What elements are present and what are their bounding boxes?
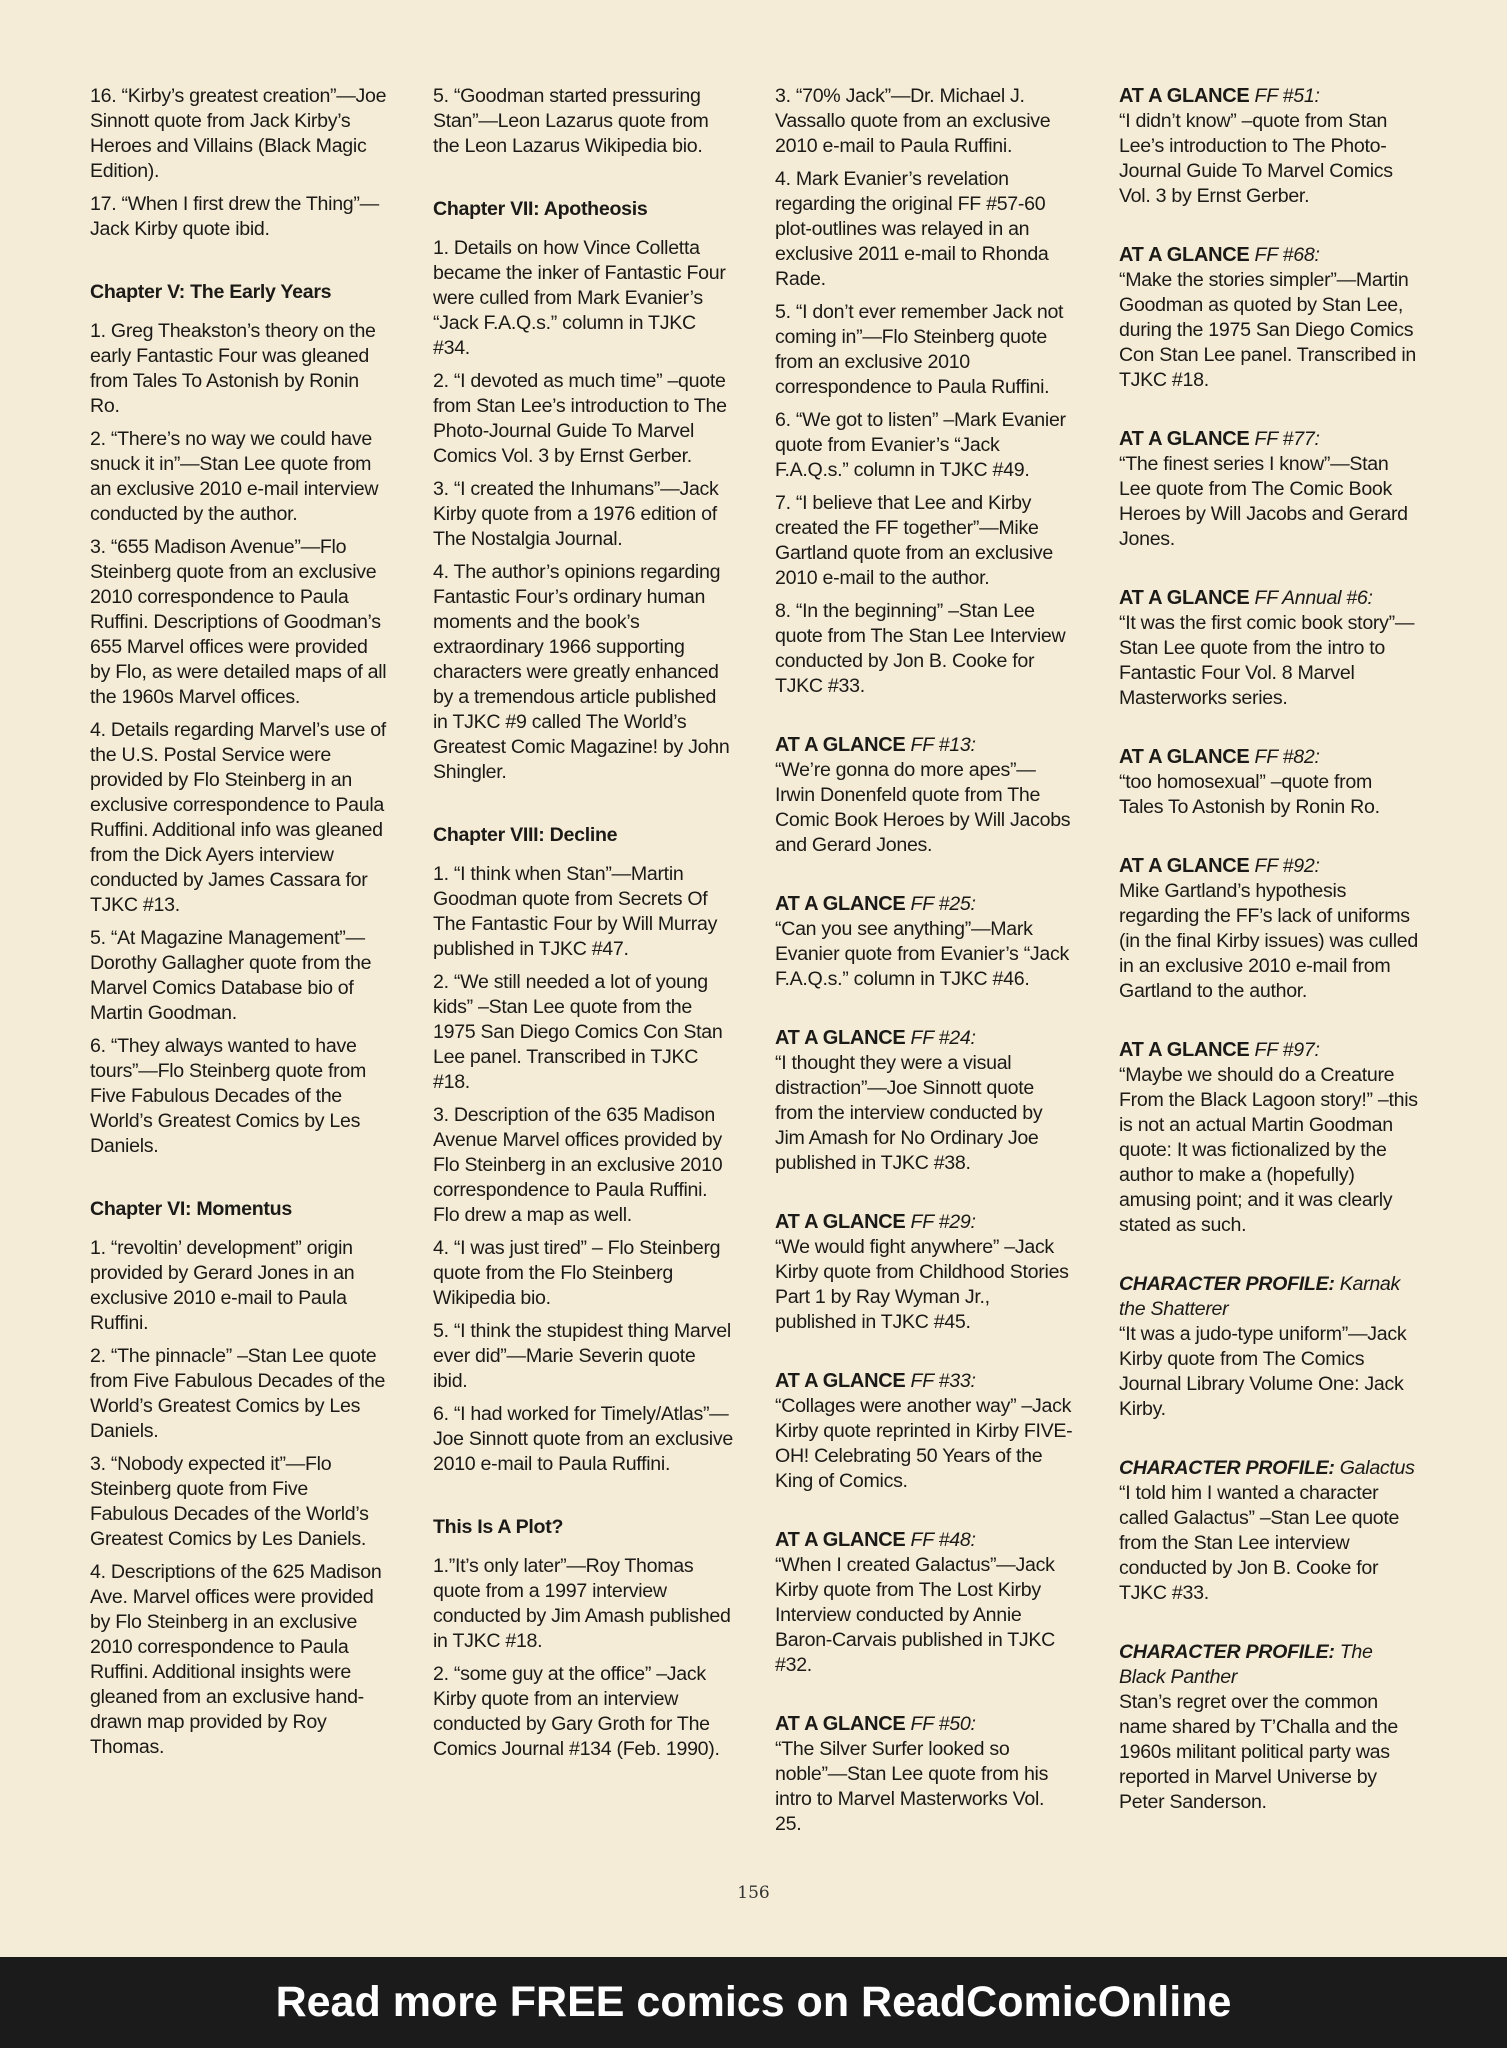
column-4 bbox=[1119, 84, 1419, 1815]
note-label: AT A GLANCE bbox=[775, 1211, 906, 1233]
note-entry: 1. Greg Theakston’s theory on the early Fantastic Four was gleaned from Tales To Astonish by Ronin Ro. bbox=[90, 320, 376, 417]
at-a-glance-note bbox=[1119, 84, 1419, 209]
note-label: AT A GLANCE bbox=[1119, 855, 1250, 877]
note-tag: FF #68: bbox=[1249, 244, 1320, 266]
chapter-heading: Chapter VIII: Decline bbox=[433, 824, 618, 846]
note-label: AT A GLANCE bbox=[775, 734, 906, 756]
note-label: AT A GLANCE bbox=[1119, 428, 1250, 450]
note-entry: 5. “Goodman started pressuring Stan”—Leon Lazarus quote from the Leon Lazarus Wikipedia bio. bbox=[433, 85, 709, 157]
note-entry: 3. “655 Madison Avenue”—Flo Steinberg quote from an exclusive 2010 correspondence to Paula Ruffini. Descriptions of Goodman’s 655 Marvel offices were provided by Flo, as were detailed maps of all the 1960s Marvel offices. bbox=[90, 536, 387, 708]
note-entry: 5. “At Magazine Management”—Dorothy Gallagher quote from the Marvel Comics Database bio of Martin Goodman. bbox=[90, 927, 372, 1024]
chapter-heading: Chapter V: The Early Years bbox=[90, 281, 332, 303]
column-2 bbox=[433, 84, 733, 1770]
note-label: CHARACTER PROFILE: bbox=[1119, 1641, 1335, 1663]
note-entry: 7. “I believe that Lee and Kirby created the FF together”—Mike Gartland quote from an exclusive 2010 e-mail to the author. bbox=[775, 492, 1053, 589]
note-entry: 3. “Nobody expected it”—Flo Steinberg quote from Five Fabulous Decades of the World’s Greatest Comics by Les Daniels. bbox=[90, 1453, 369, 1550]
at-a-glance-note bbox=[775, 1210, 1075, 1335]
note-entry: 1.”It’s only later”—Roy Thomas quote from a 1997 interview conducted by Jim Amash published in TJKC #18. bbox=[433, 1555, 731, 1652]
chapter-heading: Chapter VII: Apotheosis bbox=[433, 198, 648, 220]
note-entry: 1. Details on how Vince Colletta became the inker of Fantastic Four were culled from Mark Evanier’s “Jack F.A.Q.s.” column in TJKC #34. bbox=[433, 237, 726, 359]
note-tag: FF #82: bbox=[1249, 746, 1320, 768]
note-entry: 4. Mark Evanier’s revelation regarding the original FF #57-60 plot-outlines was relayed in an exclusive 2011 e-mail to Rhonda Rade. bbox=[775, 168, 1049, 290]
note-entry: 4. Descriptions of the 625 Madison Ave. Marvel offices were provided by Flo Steinberg in an exclusive 2010 correspondence to Paula Ruffini. Additional insights were gleaned from an exclusive hand-drawn map provided by Roy Thomas. bbox=[90, 1561, 382, 1758]
note-tag: Galactus bbox=[1334, 1457, 1415, 1479]
note-text: “It was the first comic book story”—Stan Lee quote from the intro to Fantastic Four Vol. 8 Marvel Masterworks series. bbox=[1119, 612, 1415, 709]
note-tag: FF #97: bbox=[1249, 1039, 1320, 1061]
note-text: “We would fight anywhere” –Jack Kirby quote from Childhood Stories Part 1 by Ray Wyman Jr., published in TJKC #45. bbox=[775, 1236, 1069, 1333]
note-text: “We’re gonna do more apes”—Irwin Donenfeld quote from The Comic Book Heroes by Will Jacobs and Gerard Jones. bbox=[775, 759, 1071, 856]
at-a-glance-note bbox=[775, 1369, 1075, 1494]
note-tag: FF #29: bbox=[905, 1211, 976, 1233]
note-label: AT A GLANCE bbox=[1119, 244, 1250, 266]
character-profile-note bbox=[1119, 1640, 1419, 1815]
promo-banner: Read more FREE comics on ReadComicOnline bbox=[0, 1957, 1507, 2048]
note-entry: 5. “I don’t ever remember Jack not coming in”—Flo Steinberg quote from an exclusive 2010 correspondence to Paula Ruffini. bbox=[775, 301, 1064, 398]
note-tag: FF #51: bbox=[1249, 85, 1320, 107]
note-entry: 2. “some guy at the office” –Jack Kirby quote from an interview conducted by Gary Groth for The Comics Journal #134 (Feb. 1990). bbox=[433, 1663, 720, 1760]
note-label: AT A GLANCE bbox=[775, 1713, 906, 1735]
note-entry: 6. “They always wanted to have tours”—Flo Steinberg quote from Five Fabulous Decades of the World’s Greatest Comics by Les Daniels. bbox=[90, 1035, 367, 1157]
column-1 bbox=[90, 84, 390, 1768]
note-entry: 3. “I created the Inhumans”—Jack Kirby quote from a 1976 edition of The Nostalgia Journal. bbox=[433, 478, 719, 550]
note-entry: 16. “Kirby’s greatest creation”—Joe Sinnott quote from Jack Kirby’s Heroes and Villains (Black Magic Edition). bbox=[90, 85, 387, 182]
note-text: “Can you see anything”—Mark Evanier quote from Evanier’s “Jack F.A.Q.s.” column in TJKC #46. bbox=[775, 918, 1070, 990]
note-text: “I told him I wanted a character called Galactus” –Stan Lee quote from the Stan Lee interview conducted by Jon B. Cooke for TJKC #33. bbox=[1119, 1482, 1400, 1604]
note-entry: 2. “We still needed a lot of young kids” –Stan Lee quote from the 1975 San Diego Comics Con Stan Lee panel. Transcribed in TJKC #18. bbox=[433, 971, 723, 1093]
note-label: CHARACTER PROFILE: bbox=[1119, 1457, 1335, 1479]
page-number: 156 bbox=[737, 1883, 770, 1903]
note-entry: 2. “The pinnacle” –Stan Lee quote from Five Fabulous Decades of the World’s Greatest Comics by Les Daniels. bbox=[90, 1345, 386, 1442]
character-profile-note bbox=[1119, 1272, 1419, 1422]
note-entry: 3. Description of the 635 Madison Avenue Marvel offices provided by Flo Steinberg in an exclusive 2010 correspondence to Paula Ruffini. Flo drew a map as well. bbox=[433, 1104, 723, 1226]
note-label: AT A GLANCE bbox=[1119, 85, 1250, 107]
note-text: “Collages were another way” –Jack Kirby quote reprinted in Kirby FIVE-OH! Celebrating 50 Years of the King of Comics. bbox=[775, 1395, 1073, 1492]
note-entry: 4. The author’s opinions regarding Fantastic Four’s ordinary human moments and the book’s extraordinary 1966 supporting characters were greatly enhanced by a tremendous article published in TJKC #9 called The World’s Greatest Comic Magazine! by John Shingler. bbox=[433, 561, 730, 783]
note-entry: 3. “70% Jack”—Dr. Michael J. Vassallo quote from an exclusive 2010 e-mail to Paula Ruffini. bbox=[775, 85, 1051, 157]
note-tag: FF Annual #6: bbox=[1249, 587, 1373, 609]
note-tag: FF #13: bbox=[905, 734, 976, 756]
character-profile-note bbox=[1119, 1456, 1419, 1606]
note-tag: FF #77: bbox=[1249, 428, 1320, 450]
note-tag: FF #33: bbox=[905, 1370, 976, 1392]
note-label: AT A GLANCE bbox=[775, 1529, 906, 1551]
note-text: “I didn’t know” –quote from Stan Lee’s introduction to The Photo-Journal Guide To Marvel Comics Vol. 3 by Ernst Gerber. bbox=[1119, 110, 1393, 207]
note-label: AT A GLANCE bbox=[1119, 1039, 1250, 1061]
note-entry: 6. “I had worked for Timely/Atlas”—Joe Sinnott quote from an exclusive 2010 e-mail to Paula Ruffini. bbox=[433, 1403, 733, 1475]
at-a-glance-note bbox=[775, 1528, 1075, 1678]
note-label: CHARACTER PROFILE: bbox=[1119, 1273, 1335, 1295]
note-text: Stan’s regret over the common name shared by T’Challa and the 1960s militant political party was reported in Marvel Universe by Peter Sanderson. bbox=[1119, 1691, 1398, 1813]
at-a-glance-note bbox=[775, 892, 1075, 992]
note-text: “Make the stories simpler”—Martin Goodman as quoted by Stan Lee, during the 1975 San Diego Comics Con Stan Lee panel. Transcribed in TJKC #18. bbox=[1119, 269, 1416, 391]
note-text: “It was a judo-type uniform”—Jack Kirby quote from The Comics Journal Library Volume One: Jack Kirby. bbox=[1119, 1323, 1407, 1420]
note-label: AT A GLANCE bbox=[1119, 746, 1250, 768]
note-tag: FF #25: bbox=[905, 893, 976, 915]
note-tag: Karnak the Shatterer bbox=[1119, 1273, 1401, 1320]
note-tag: FF #48: bbox=[905, 1529, 976, 1551]
note-text: “Maybe we should do a Creature From the Black Lagoon story!” –this is not an actual Martin Goodman quote: It was fictionalized by the author to make a (hopefully) amusing point; and it was clearly stated as such. bbox=[1119, 1064, 1418, 1236]
chapter-heading: This Is A Plot? bbox=[433, 1516, 564, 1538]
note-entry: 4. “I was just tired” – Flo Steinberg quote from the Flo Steinberg Wikipedia bio. bbox=[433, 1237, 721, 1309]
note-text: Mike Gartland’s hypothesis regarding the FF’s lack of uniforms (in the final Kirby issues) was culled in an exclusive 2010 e-mail from Gartland to the author. bbox=[1119, 880, 1418, 1002]
note-label: AT A GLANCE bbox=[775, 1370, 906, 1392]
at-a-glance-note bbox=[775, 1712, 1075, 1837]
note-text: “I thought they were a visual distraction”—Joe Sinnott quote from the interview conducted by Jim Amash for No Ordinary Joe published in TJKC #38. bbox=[775, 1052, 1043, 1174]
at-a-glance-note bbox=[1119, 427, 1419, 552]
note-entry: 5. “I think the stupidest thing Marvel ever did”—Marie Severin quote ibid. bbox=[433, 1320, 731, 1392]
at-a-glance-note bbox=[775, 1026, 1075, 1176]
at-a-glance-note bbox=[1119, 854, 1419, 1004]
note-label: AT A GLANCE bbox=[775, 893, 906, 915]
at-a-glance-note bbox=[1119, 745, 1419, 820]
at-a-glance-note bbox=[1119, 243, 1419, 393]
at-a-glance-note bbox=[1119, 1038, 1419, 1238]
note-entry: 4. Details regarding Marvel’s use of the U.S. Postal Service were provided by Flo Steinberg in an exclusive correspondence to Paula Ruffini. Additional info was gleaned from the Dick Ayers interview conducted by James Cassara for TJKC #13. bbox=[90, 719, 386, 916]
note-tag: The Black Panther bbox=[1119, 1641, 1373, 1688]
note-entry: 17. “When I first drew the Thing”—Jack Kirby quote ibid. bbox=[90, 193, 379, 240]
note-tag: FF #50: bbox=[905, 1713, 976, 1735]
note-text: “too homosexual” –quote from Tales To Astonish by Ronin Ro. bbox=[1119, 771, 1380, 818]
note-label: AT A GLANCE bbox=[1119, 587, 1250, 609]
chapter-heading: Chapter VI: Momentus bbox=[90, 1198, 292, 1220]
column-3 bbox=[775, 84, 1075, 1837]
note-entry: 2. “There’s no way we could have snuck it in”—Stan Lee quote from an exclusive 2010 e-mail interview conducted by the author. bbox=[90, 428, 379, 525]
note-text: “When I created Galactus”—Jack Kirby quote from The Lost Kirby Interview conducted by Annie Baron-Carvais published in TJKC #32. bbox=[775, 1554, 1056, 1676]
note-tag: FF #92: bbox=[1249, 855, 1320, 877]
note-text: “The finest series I know”—Stan Lee quote from The Comic Book Heroes by Will Jacobs and Gerard Jones. bbox=[1119, 453, 1408, 550]
note-tag: FF #24: bbox=[905, 1027, 976, 1049]
note-label: AT A GLANCE bbox=[775, 1027, 906, 1049]
note-entry: 1. “I think when Stan”—Martin Goodman quote from Secrets Of The Fantastic Four by Will Murray published in TJKC #47. bbox=[433, 863, 718, 960]
at-a-glance-note bbox=[1119, 586, 1419, 711]
note-entry: 2. “I devoted as much time” –quote from Stan Lee’s introduction to The Photo-Journal Guide To Marvel Comics Vol. 3 by Ernst Gerber. bbox=[433, 370, 727, 467]
at-a-glance-note bbox=[775, 733, 1075, 858]
note-entry: 1. “revoltin’ development” origin provided by Gerard Jones in an exclusive 2010 e-mail to Paula Ruffini. bbox=[90, 1237, 355, 1334]
note-entry: 6. “We got to listen” –Mark Evanier quote from Evanier’s “Jack F.A.Q.s.” column in TJKC #49. bbox=[775, 409, 1066, 481]
note-text: “The Silver Surfer looked so noble”—Stan Lee quote from his intro to Marvel Masterworks Vol. 25. bbox=[775, 1738, 1049, 1835]
note-entry: 8. “In the beginning” –Stan Lee quote from The Stan Lee Interview conducted by Jon B. Cooke for TJKC #33. bbox=[775, 600, 1066, 697]
